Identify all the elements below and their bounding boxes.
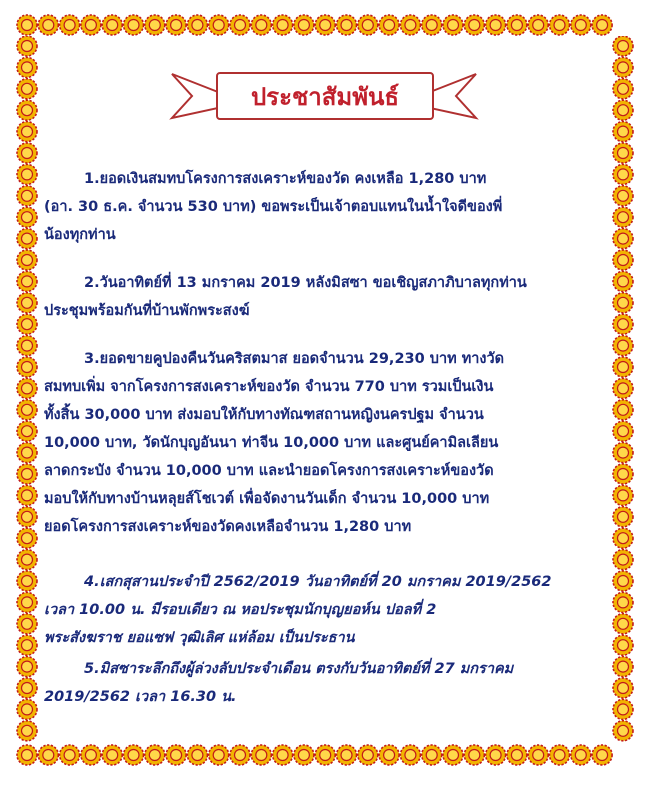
- sun-flower-icon: [613, 357, 633, 377]
- sun-flower-icon: [337, 15, 357, 35]
- sun-flower-icon: [273, 15, 293, 35]
- sun-flower-icon: [315, 15, 335, 35]
- sun-flower-icon: [358, 15, 378, 35]
- sun-flower-icon: [17, 357, 37, 377]
- sun-flower-icon: [613, 271, 633, 291]
- sun-flower-icon: [17, 657, 37, 677]
- sun-flower-icon: [613, 336, 633, 356]
- sun-flower-icon: [613, 36, 633, 56]
- sun-flower-icon: [613, 699, 633, 719]
- sun-flower-icon: [422, 15, 442, 35]
- title-banner: [168, 68, 480, 124]
- sun-flower-icon: [17, 164, 37, 184]
- announcement-4-line-1: 4.เสกสุสานประจำปี 2562/2019 วันอาทิตย์ที่ 20 มกราคม 2019/2562: [84, 574, 552, 590]
- sun-flower-icon: [613, 293, 633, 313]
- announcement-1: [44, 165, 502, 249]
- announcement-5-line-2: 2019/2562 เวลา 16.30 น.: [44, 689, 237, 705]
- sun-flower-icon: [17, 143, 37, 163]
- sun-flower-icon: [613, 550, 633, 570]
- sun-flower-icon: [17, 678, 37, 698]
- sun-flower-icon: [315, 745, 335, 765]
- announcement-4-line-2: เวลา 10.00 น. มีรอบเดียว ณ หอประชุมนักบุญยอห์น ปอลที่ 2: [44, 602, 437, 618]
- sun-flower-icon: [17, 250, 37, 270]
- sun-flower-icon: [592, 15, 612, 35]
- sun-flower-icon: [166, 745, 186, 765]
- sun-flower-icon: [613, 378, 633, 398]
- sun-flower-icon: [17, 550, 37, 570]
- sun-flower-icon: [17, 443, 37, 463]
- sun-flower-icon: [613, 464, 633, 484]
- sun-flower-icon: [17, 36, 37, 56]
- sun-flower-icon: [613, 186, 633, 206]
- sun-flower-icon: [17, 421, 37, 441]
- sun-flower-icon: [613, 122, 633, 142]
- sun-flower-icon: [81, 745, 101, 765]
- sun-flower-icon: [17, 100, 37, 120]
- sun-flower-icon: [145, 15, 165, 35]
- sun-flower-icon: [613, 571, 633, 591]
- sun-flower-icon: [613, 57, 633, 77]
- sun-flower-icon: [251, 15, 271, 35]
- sun-flower-icon: [294, 745, 314, 765]
- sun-flower-icon: [17, 614, 37, 634]
- sun-flower-icon: [124, 745, 144, 765]
- sun-flower-icon: [209, 15, 229, 35]
- sun-flower-icon: [17, 507, 37, 527]
- sun-flower-icon: [17, 293, 37, 313]
- sun-flower-icon: [486, 745, 506, 765]
- sun-flower-icon: [145, 745, 165, 765]
- sun-flower-icon: [187, 15, 207, 35]
- sun-flower-icon: [294, 15, 314, 35]
- sun-flower-icon: [379, 745, 399, 765]
- announcement-3-line-6: มอบให้กับทางบ้านหลุยส์โชเวต์ เพื่อจัดงานวันเด็ก จำนวน 10,000 บาท: [44, 491, 490, 507]
- sun-flower-icon: [571, 745, 591, 765]
- sun-flower-icon: [38, 745, 58, 765]
- sun-flower-icon: [17, 571, 37, 591]
- title-box: [216, 72, 434, 120]
- sun-flower-icon: [613, 250, 633, 270]
- sun-flower-icon: [613, 207, 633, 227]
- decorative-border-left: [16, 36, 38, 744]
- sun-flower-icon: [17, 271, 37, 291]
- sun-flower-icon: [17, 635, 37, 655]
- sun-flower-icon: [613, 164, 633, 184]
- sun-flower-icon: [17, 207, 37, 227]
- announcement-2: [44, 269, 527, 325]
- sun-flower-icon: [17, 122, 37, 142]
- sun-flower-icon: [550, 15, 570, 35]
- sun-flower-icon: [60, 15, 80, 35]
- sun-flower-icon: [102, 15, 122, 35]
- sun-flower-icon: [613, 657, 633, 677]
- sun-flower-icon: [17, 721, 37, 741]
- sun-flower-icon: [17, 592, 37, 612]
- announcement-3-line-2: สมทบเพิ่ม จากโครงการสงเคราะห์ของวัด จำนวน 770 บาท รวมเป็นเงิน: [44, 379, 494, 395]
- sun-flower-icon: [17, 229, 37, 249]
- sun-flower-icon: [124, 15, 144, 35]
- sun-flower-icon: [17, 400, 37, 420]
- sun-flower-icon: [613, 143, 633, 163]
- sun-flower-icon: [17, 79, 37, 99]
- sun-flower-icon: [613, 314, 633, 334]
- announcement-3: [44, 345, 504, 541]
- sun-flower-icon: [379, 15, 399, 35]
- announcement-1-line-1: 1.ยอดเงินสมทบโครงการสงเคราะห์ของวัด คงเหลือ 1,280 บาท: [84, 171, 487, 187]
- sun-flower-icon: [358, 745, 378, 765]
- sun-flower-icon: [251, 745, 271, 765]
- sun-flower-icon: [613, 100, 633, 120]
- sun-flower-icon: [38, 15, 58, 35]
- sun-flower-icon: [17, 528, 37, 548]
- sun-flower-icon: [613, 635, 633, 655]
- sun-flower-icon: [613, 400, 633, 420]
- sun-flower-icon: [400, 745, 420, 765]
- sun-flower-icon: [507, 15, 527, 35]
- sun-flower-icon: [17, 378, 37, 398]
- decorative-border-bottom: [16, 744, 634, 766]
- page-title: ประชาสัมพันธ์: [250, 81, 400, 111]
- sun-flower-icon: [571, 15, 591, 35]
- announcement-5: [44, 655, 513, 711]
- announcement-1-line-2: (อา. 30 ธ.ค. จำนวน 530 บาท) ขอพระเป็นเจ้าตอบแทนในน้ำใจดีของพี่: [44, 199, 503, 215]
- sun-flower-icon: [613, 421, 633, 441]
- sun-flower-icon: [613, 229, 633, 249]
- sun-flower-icon: [443, 15, 463, 35]
- announcement-3-line-5: ลาดกระบัง จำนวน 10,000 บาท และนำยอดโครงการสงเคราะห์ของวัด: [44, 463, 494, 479]
- sun-flower-icon: [60, 745, 80, 765]
- announcement-2-line-1: 2.วันอาทิตย์ที่ 13 มกราคม 2019 หลังมิสซา ขอเชิญสภาภิบาลทุกท่าน: [84, 275, 527, 291]
- sun-flower-icon: [613, 507, 633, 527]
- sun-flower-icon: [507, 745, 527, 765]
- sun-flower-icon: [166, 15, 186, 35]
- sun-flower-icon: [273, 745, 293, 765]
- announcement-3-line-7: ยอดโครงการสงเคราะห์ของวัดคงเหลือจำนวน 1,280 บาท: [44, 519, 412, 535]
- sun-flower-icon: [464, 15, 484, 35]
- sun-flower-icon: [422, 745, 442, 765]
- sun-flower-icon: [613, 485, 633, 505]
- sun-flower-icon: [17, 186, 37, 206]
- announcement-1-line-3: น้องทุกท่าน: [44, 227, 116, 243]
- sun-flower-icon: [613, 614, 633, 634]
- sun-flower-icon: [528, 745, 548, 765]
- announcement-4-line-3: พระสังฆราช ยอแซฟ วุฒิเลิศ แห่ล้อม เป็นประธาน: [44, 630, 355, 646]
- sun-flower-icon: [17, 314, 37, 334]
- sun-flower-icon: [187, 745, 207, 765]
- decorative-border-top: [16, 14, 634, 36]
- announcement-4: [44, 568, 551, 652]
- sun-flower-icon: [613, 443, 633, 463]
- sun-flower-icon: [209, 745, 229, 765]
- announcement-3-line-3: ทั้งสิ้น 30,000 บาท ส่งมอบให้กับทางทัณฑสถานหญิงนครปฐม จำนวน: [44, 407, 484, 423]
- sun-flower-icon: [230, 745, 250, 765]
- sun-flower-icon: [337, 745, 357, 765]
- sun-flower-icon: [613, 678, 633, 698]
- announcement-2-line-2: ประชุมพร้อมกันที่บ้านพักพระสงฆ์: [44, 303, 250, 319]
- sun-flower-icon: [528, 15, 548, 35]
- sun-flower-icon: [550, 745, 570, 765]
- sun-flower-icon: [400, 15, 420, 35]
- announcement-3-line-4: 10,000 บาท, วัดนักบุญอันนา ท่าจีน 10,000 บาท และศูนย์คามิลเลียน: [44, 435, 499, 451]
- announcement-3-line-1: 3.ยอดขายคูปองคืนวันคริสตมาส ยอดจำนวน 29,230 บาท ทางวัด: [84, 351, 505, 367]
- sun-flower-icon: [17, 336, 37, 356]
- sun-flower-icon: [443, 745, 463, 765]
- sun-flower-icon: [17, 745, 37, 765]
- sun-flower-icon: [613, 79, 633, 99]
- sun-flower-icon: [17, 464, 37, 484]
- sun-flower-icon: [464, 745, 484, 765]
- sun-flower-icon: [613, 721, 633, 741]
- sun-flower-icon: [613, 592, 633, 612]
- sun-flower-icon: [486, 15, 506, 35]
- sun-flower-icon: [17, 699, 37, 719]
- announcement-5-line-1: 5.มิสซาระลึกถึงผู้ล่วงลับประจำเดือน ตรงกับวันอาทิตย์ที่ 27 มกราคม: [84, 661, 514, 677]
- sun-flower-icon: [102, 745, 122, 765]
- sun-flower-icon: [592, 745, 612, 765]
- sun-flower-icon: [17, 485, 37, 505]
- sun-flower-icon: [613, 528, 633, 548]
- sun-flower-icon: [81, 15, 101, 35]
- sun-flower-icon: [17, 57, 37, 77]
- decorative-border-right: [612, 36, 634, 744]
- sun-flower-icon: [17, 15, 37, 35]
- sun-flower-icon: [230, 15, 250, 35]
